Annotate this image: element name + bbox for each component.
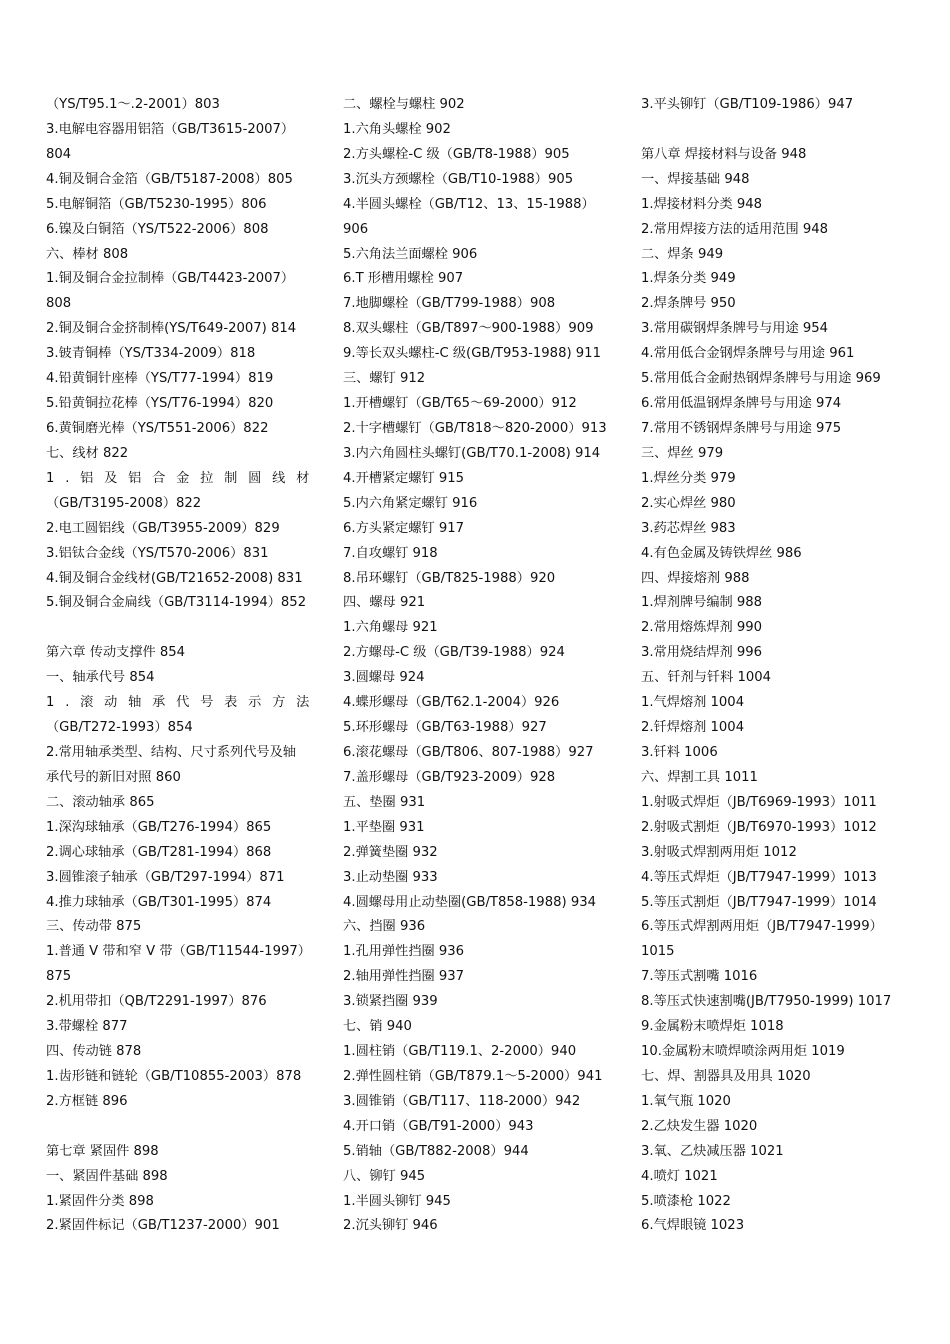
toc-entry: 5.环形螺母（GB/T63-1988）927 <box>343 720 547 736</box>
toc-entry: 2.弹性圆柱销（GB/T879.1～5-2000）941 <box>343 1068 603 1084</box>
toc-entry: 2.方螺母-C 级（GB/T39-1988）924 <box>343 645 565 661</box>
toc-entry: 1.深沟球轴承（GB/T276-1994）865 <box>46 819 272 835</box>
toc-entry: 承代号的新旧对照 860 <box>46 769 181 785</box>
toc-entry: 4.半圆头螺栓（GB/T12、13、15-1988） <box>343 196 595 212</box>
toc-column-2 <box>343 93 611 1239</box>
blank-line <box>641 118 911 143</box>
toc-entry: 第七章 紧固件 898 <box>46 1143 159 1159</box>
toc-entry: 1.紧固件分类 898 <box>46 1193 154 1209</box>
toc-entry: 2.调心球轴承（GB/T281-1994）868 <box>46 844 272 860</box>
toc-entry: 3.沉头方颈螺栓（GB/T10-1988）905 <box>343 171 574 187</box>
blank-line <box>46 1115 314 1140</box>
toc-entry: 7.自攻螺钉 918 <box>343 545 438 561</box>
toc-entry: 8.等压式快速割嘴(JB/T7950-1999) 1017 <box>641 994 892 1010</box>
toc-entry: 1015 <box>641 944 675 960</box>
toc-entry: 5.销轴（GB/T882-2008）944 <box>343 1143 529 1159</box>
toc-entry: 六、棒材 808 <box>46 246 129 262</box>
toc-entry: 1.六角螺母 921 <box>343 620 438 636</box>
toc-entry: 9.等长双头螺柱-C 级(GB/T953-1988) 911 <box>343 346 601 362</box>
toc-entry: 三、螺钉 912 <box>343 371 426 387</box>
toc-entry: 六、焊割工具 1011 <box>641 769 758 785</box>
toc-entry: 3.氧、乙炔减压器 1021 <box>641 1143 784 1159</box>
toc-entry: 3.圆锥销（GB/T117、118-2000）942 <box>343 1093 581 1109</box>
toc-entry: 3.常用碳钢焊条牌号与用途 954 <box>641 321 829 337</box>
toc-entry: 1.圆柱销（GB/T119.1、2-2000）940 <box>343 1044 577 1060</box>
toc-entry: 3.铍青铜棒（YS/T334-2009）818 <box>46 346 256 362</box>
toc-entry: 7.常用不锈钢焊条牌号与用途 975 <box>641 420 842 436</box>
toc-entry: （YS/T95.1～.2-2001）803 <box>46 97 220 112</box>
toc-entry: 3.圆螺母 924 <box>343 670 425 686</box>
toc-entry: 1.六角头螺栓 902 <box>343 121 451 137</box>
toc-entry: 1.铜及铜合金拉制棒（GB/T4423-2007） <box>46 271 295 287</box>
toc-entry: 4.开口销（GB/T91-2000）943 <box>343 1118 534 1134</box>
toc-entry: 1.齿形链和链轮（GB/T10855-2003）878 <box>46 1068 302 1084</box>
toc-entry: 1.焊剂牌号编制 988 <box>641 595 763 611</box>
toc-entry: 5.内六角紧定螺钉 916 <box>343 495 478 511</box>
toc-entry: 2.常用轴承类型、结构、尺寸系列代号及轴 <box>46 744 296 760</box>
toc-entry: 4.喷灯 1021 <box>641 1168 718 1184</box>
toc-entry: 1.滚动轴承代号表示方法 <box>46 695 321 711</box>
toc-entry: 3.平头铆钉（GB/T109-1986）947 <box>641 97 854 112</box>
toc-column-3 <box>641 93 911 1239</box>
toc-entry: 一、紧固件基础 898 <box>46 1168 168 1184</box>
toc-entry: 906 <box>343 221 369 237</box>
toc-entry: 三、焊丝 979 <box>641 445 724 461</box>
toc-entry: 2.乙炔发生器 1020 <box>641 1118 758 1134</box>
toc-entry: 7.地脚螺栓（GB/T799-1988）908 <box>343 296 556 312</box>
toc-entry: 4.铜及铜合金箔（GB/T5187-2008）805 <box>46 171 293 187</box>
toc-entry: 9.金属粉末喷焊炬 1018 <box>641 1019 784 1035</box>
toc-entry: 6.等压式焊割两用炬（JB/T7947-1999） <box>641 919 883 935</box>
toc-entry: 四、传动链 878 <box>46 1044 142 1060</box>
toc-entry: （GB/T3195-2008）822 <box>46 495 202 511</box>
toc-entry: 3.钎料 1006 <box>641 744 718 760</box>
toc-entry: 10.金属粉末喷焊喷涂两用炬 1019 <box>641 1044 845 1060</box>
toc-entry: 5.常用低合金耐热钢焊条牌号与用途 969 <box>641 371 881 387</box>
toc-entry: 4.圆螺母用止动垫圈(GB/T858-1988) 934 <box>343 894 596 910</box>
toc-entry: 4.铅黄铜针座棒（YS/T77-1994）819 <box>46 371 274 387</box>
toc-entry: 1.铝及铝合金拉制圆线材 <box>46 470 321 486</box>
toc-entry: 4.等压式焊炬（JB/T7947-1999）1013 <box>641 869 877 885</box>
toc-entry: 1.焊接材料分类 948 <box>641 196 763 212</box>
toc-entry: 4.蝶形螺母（GB/T62.1-2004）926 <box>343 695 560 711</box>
toc-entry: 二、螺栓与螺柱 902 <box>343 97 465 112</box>
toc-entry: 7.等压式割嘴 1016 <box>641 969 758 985</box>
toc-entry: 1.射吸式焊炬（JB/T6969-1993）1011 <box>641 794 877 810</box>
toc-entry: 第八章 焊接材料与设备 948 <box>641 146 807 162</box>
toc-column-1 <box>46 93 321 1239</box>
toc-entry: 8.双头螺柱（GB/T897～900-1988）909 <box>343 321 594 337</box>
toc-entry: （GB/T272-1993）854 <box>46 720 193 736</box>
toc-entry: 3.圆锥滚子轴承（GB/T297-1994）871 <box>46 869 285 885</box>
toc-entry: 3.铝钛合金线（YS/T570-2006）831 <box>46 545 269 561</box>
toc-entry: 2.电工圆铝线（GB/T3955-2009）829 <box>46 520 280 536</box>
toc-entry: 2.焊条牌号 950 <box>641 296 736 312</box>
toc-entry: 2.沉头铆钉 946 <box>343 1218 438 1234</box>
toc-entry: 2.机用带扣（QB/T2291-1997）876 <box>46 994 267 1010</box>
toc-entry: 4.推力球轴承（GB/T301-1995）874 <box>46 894 272 910</box>
toc-entry: 第六章 传动支撑件 854 <box>46 645 186 661</box>
toc-entry: 5.电解铜箔（GB/T5230-1995）806 <box>46 196 267 212</box>
toc-entry: 一、焊接基础 948 <box>641 171 750 187</box>
toc-entry: 2.铜及铜合金挤制棒(YS/T649-2007) 814 <box>46 321 297 337</box>
toc-entry: 四、螺母 921 <box>343 595 426 611</box>
toc-entry: 2.常用熔炼焊剂 990 <box>641 620 763 636</box>
toc-entry: 5.等压式割炬（JB/T7947-1999）1014 <box>641 894 877 910</box>
toc-entry: 2.实心焊丝 980 <box>641 495 736 511</box>
toc-entry: 2.钎焊熔剂 1004 <box>641 720 745 736</box>
toc-entry: 六、挡圈 936 <box>343 919 426 935</box>
toc-entry: 6.气焊眼镜 1023 <box>641 1218 745 1234</box>
toc-entry: 七、线材 822 <box>46 445 129 461</box>
toc-entry: 三、传动带 875 <box>46 919 142 935</box>
toc-entry: 八、铆钉 945 <box>343 1168 426 1184</box>
toc-entry: 2.弹簧垫圈 932 <box>343 844 438 860</box>
toc-entry: 1.开槽螺钉（GB/T65～69-2000）912 <box>343 396 577 412</box>
toc-entry: 1.半圆头铆钉 945 <box>343 1193 451 1209</box>
toc-entry: 5.铜及铜合金扁线（GB/T3114-1994）852 <box>46 595 307 611</box>
toc-entry: 七、焊、割器具及用具 1020 <box>641 1068 811 1084</box>
toc-entry: 6.滚花螺母（GB/T806、807-1988）927 <box>343 744 594 760</box>
toc-entry: 5.喷漆枪 1022 <box>641 1193 731 1209</box>
toc-entry: 2.方头螺栓-C 级（GB/T8-1988）905 <box>343 146 570 162</box>
toc-entry: 2.射吸式割炬（JB/T6970-1993）1012 <box>641 819 877 835</box>
toc-entry: 二、滚动轴承 865 <box>46 794 155 810</box>
toc-entry: 4.常用低合金钢焊条牌号与用途 961 <box>641 346 855 362</box>
toc-entry: 1.焊丝分类 979 <box>641 470 736 486</box>
toc-entry: 七、销 940 <box>343 1019 412 1035</box>
toc-entry: 6.T 形槽用螺栓 907 <box>343 271 464 287</box>
toc-entry: 五、钎剂与钎料 1004 <box>641 670 772 686</box>
toc-entry: 6.镍及白铜箔（YS/T522-2006）808 <box>46 221 269 237</box>
toc-entry: 1.气焊熔剂 1004 <box>641 695 745 711</box>
toc-entry: 804 <box>46 146 72 162</box>
toc-entry: 6.常用低温钢焊条牌号与用途 974 <box>641 396 842 412</box>
toc-entry: 3.锁紧挡圈 939 <box>343 994 438 1010</box>
toc-entry: 808 <box>46 296 72 312</box>
toc-entry: 8.吊环螺钉（GB/T825-1988）920 <box>343 570 556 586</box>
toc-entry: 3.带螺栓 877 <box>46 1019 128 1035</box>
toc-entry: 3.常用烧结焊剂 996 <box>641 645 763 661</box>
toc-entry: 6.方头紧定螺钉 917 <box>343 520 465 536</box>
toc-entry: 4.开槽紧定螺钉 915 <box>343 470 465 486</box>
toc-entry: 1.孔用弹性挡圈 936 <box>343 944 465 960</box>
toc-entry: 5.六角法兰面螺栓 906 <box>343 246 478 262</box>
toc-entry: 5.铅黄铜拉花棒（YS/T76-1994）820 <box>46 396 274 412</box>
toc-entry: 五、垫圈 931 <box>343 794 426 810</box>
blank-line <box>46 616 314 641</box>
toc-entry: 2.紧固件标记（GB/T1237-2000）901 <box>46 1218 280 1234</box>
toc-entry: 一、轴承代号 854 <box>46 670 155 686</box>
toc-entry: 875 <box>46 969 72 985</box>
toc-entry: 4.铜及铜合金线材(GB/T21652-2008) 831 <box>46 570 303 586</box>
toc-entry: 1.平垫圈 931 <box>343 819 425 835</box>
toc-entry: 二、焊条 949 <box>641 246 724 262</box>
toc-entry: 3.内六角圆柱头螺钉(GB/T70.1-2008) 914 <box>343 445 601 461</box>
toc-entry: 3.射吸式焊割两用炬 1012 <box>641 844 797 860</box>
toc-entry: 6.黄铜磨光棒（YS/T551-2006）822 <box>46 420 269 436</box>
toc-entry: 3.药芯焊丝 983 <box>641 520 736 536</box>
toc-entry: 4.有色金属及铸铁焊丝 986 <box>641 545 802 561</box>
toc-entry: 四、焊接熔剂 988 <box>641 570 750 586</box>
toc-entry: 1.普通 V 带和窄 V 带（GB/T11544-1997） <box>46 944 311 960</box>
toc-entry: 2.十字槽螺钉（GB/T818～820-2000）913 <box>343 420 607 436</box>
toc-entry: 2.常用焊接方法的适用范围 948 <box>641 221 829 237</box>
toc-entry: 2.方框链 896 <box>46 1093 128 1109</box>
toc-entry: 1.焊条分类 949 <box>641 271 736 287</box>
toc-entry: 3.止动垫圈 933 <box>343 869 438 885</box>
toc-entry: 3.电解电容器用铝箔（GB/T3615-2007） <box>46 121 295 137</box>
toc-entry: 2.轴用弹性挡圈 937 <box>343 969 465 985</box>
toc-entry: 1.氧气瓶 1020 <box>641 1093 731 1109</box>
toc-entry: 7.盖形螺母（GB/T923-2009）928 <box>343 769 556 785</box>
